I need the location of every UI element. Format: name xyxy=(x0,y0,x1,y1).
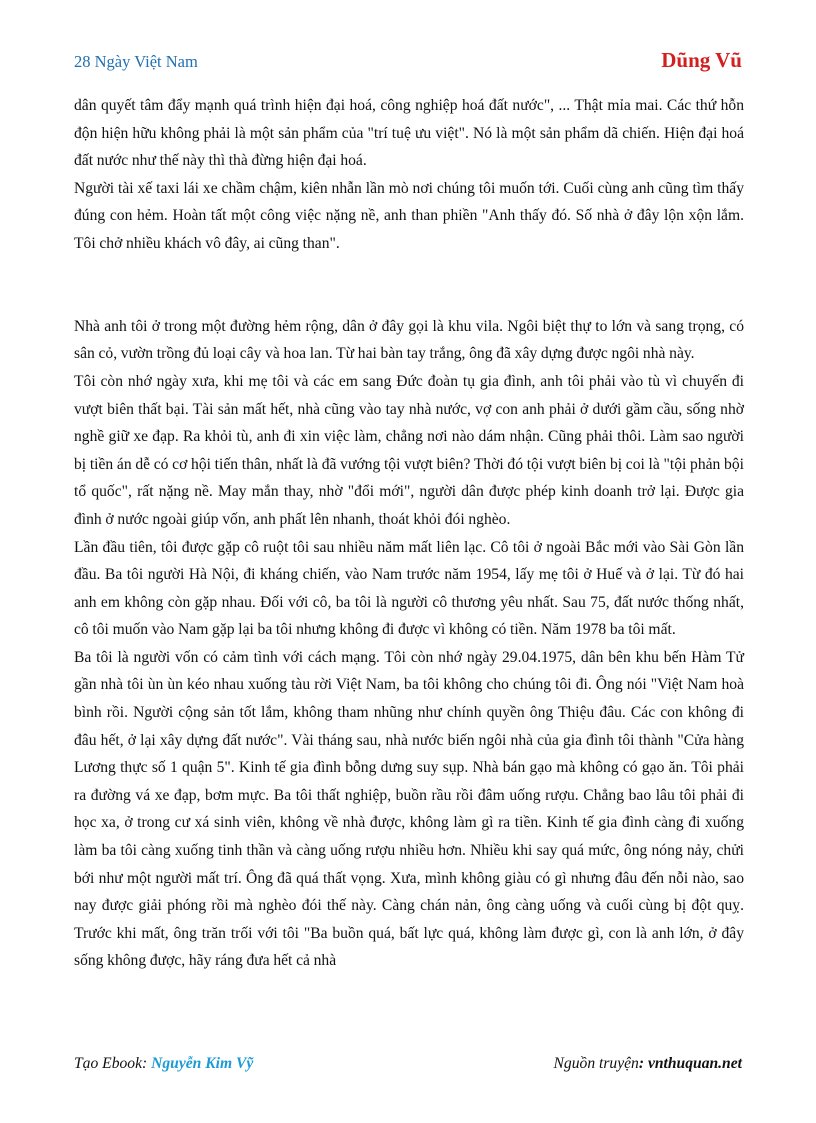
paragraph-4: Tôi còn nhớ ngày xưa, khi mẹ tôi và các em sang Đức đoàn tụ gia đình, anh tôi phải vào tù vì chuyến đi vượt biên thất bại. Tài sản mất hết, nhà cũng vào tay nhà nước, vợ con anh phải ở dưới gầm cầu, sống nhờ nghề giữ xe đạp. Ra khỏi tù, anh đi xin việc làm, chẳng nơi nào dám nhận. Cũng phải thôi. Làm sao người bị tiền án dễ có cơ hội tiến thân, nhất là đã vướng tội vượt biên? Thời đó tội vượt biên bị coi là "tội phản bội tổ quốc", rất nặng nề. May mắn thay, nhờ "đổi mới", người dân được phép kinh doanh trở lại. Được gia đình ở nước ngoài giúp vốn, anh phất lên nhanh, thoát khỏi đói nghèo. xyxy=(74,372,744,528)
paragraph-1: dân quyết tâm đẩy mạnh quá trình hiện đại hoá, công nghiệp hoá đất nước", ... Thật mỉa mai. Các thứ hỗn độn hiện hữu không phải là một sản phẩm của "trí tuệ ưu việt". Nó là một sản phẩm dã chiến. Hiện đại hoá đất nước như thế này thì thà đừng hiện đại hoá. xyxy=(74,97,744,170)
ebook-separator: : xyxy=(142,1055,152,1072)
author-name: Dũng Vũ xyxy=(661,48,742,72)
source-label: Nguồn truyện xyxy=(553,1055,639,1072)
paragraph-6: Ba tôi là người vốn có cảm tình với cách mạng. Tôi còn nhớ ngày 29.04.1975, dân bên khu bến Hàm Tử gần nhà tôi ùn ùn kéo nhau xuống tàu rời Việt Nam, ba tôi không cho chúng tôi đi. Ông nói "Việt Nam hoà bình rồi. Người cộng sản tốt lắm, không tham nhũng như chính quyền ông Thiệu đâu. Các con không đi đâu hết, ở lại xây dựng đất nước". Vài tháng sau, nhà nước biến ngôi nhà của gia đình tôi thành "Cửa hàng Lương thực số 1 quận 5". Kinh tế gia đình bỗng dưng suy sụp. Nhà bán gạo mà không có gạo ăn. Tôi phải ra đường vá xe đạp, bơm mực. Ba tôi thất nghiệp, buồn rầu rồi đâm uống rượu. Chẳng bao lâu tôi phải đi học xa, ở trong cư xá sinh viên, không về nhà được, không làm gì ra tiền. Kinh tế gia đình càng đi xuống làm ba tôi càng xuống tinh thần và càng uống rượu nhiều hơn. Nhiều khi say quá mức, ông nóng nảy, chửi bới như một người mất trí. Ông đã quá thất vọng. Xưa, mình không giàu có gì nhưng đâu đến nỗi nào, sao nay được giải phóng rồi mà nghèo đói thế này. Càng chán nản, ông càng uống và cuối cùng bị đột quỵ. Trước khi mất, ông trăn trối với tôi "Ba buồn quá, bất lực quá, không làm được gì, con là anh lớn, ở đây sống không được, hãy ráng đưa hết cả nhà xyxy=(74,648,744,970)
paragraph-5: Lần đầu tiên, tôi được gặp cô ruột tôi sau nhiều năm mất liên lạc. Cô tôi ở ngoài Bắc mới vào Sài Gòn lần đầu. Ba tôi người Hà Nội, đi kháng chiến, vào Nam trước năm 1954, lấy mẹ tôi ở Huế và ở lại. Từ đó hai anh em không còn gặp nhau. Đối với cô, ba tôi là người cô thương yêu nhất. Sau 75, đất nước thống nhất, cô tôi muốn vào Nam gặp lại ba tôi nhưng không đi được vì không có tiền. Năm 1978 ba tôi mất. xyxy=(74,538,744,639)
paragraph-spacer xyxy=(74,258,744,286)
page-body xyxy=(74,92,744,975)
source-credit xyxy=(554,1055,742,1073)
ebook-credit xyxy=(74,1055,253,1073)
paragraph-2: Người tài xế taxi lái xe chầm chậm, kiên nhẫn lần mò nơi chúng tôi muốn tới. Cuối cùng anh cũng tìm thấy đúng con hẻm. Hoàn tất một công việc nặng nề, anh than phiền "Anh thấy đó. Số nhà ở đây lộn xộn lắm. Tôi chở nhiều khách vô đây, ai cũng than". xyxy=(74,179,744,252)
ebook-label: Tạo Ebook xyxy=(74,1055,143,1072)
ebook-creator: Nguyễn Kim Vỹ xyxy=(151,1055,254,1072)
paragraph-3: Nhà anh tôi ở trong một đường hẻm rộng, dân ở đây gọi là khu vila. Ngôi biệt thự to lớn và sang trọng, có sân cỏ, vườn trồng đủ loại cây và hoa lan. Từ hai bàn tay trắng, ông đã xây dựng được ngôi nhà này. xyxy=(74,317,744,363)
page-header xyxy=(74,48,742,78)
source-separator: : xyxy=(638,1055,648,1072)
page-footer xyxy=(74,1055,742,1079)
paragraph-spacer xyxy=(74,285,744,313)
book-title: 28 Ngày Việt Nam xyxy=(74,52,198,71)
source-site: vnthuquan.net xyxy=(647,1055,742,1072)
